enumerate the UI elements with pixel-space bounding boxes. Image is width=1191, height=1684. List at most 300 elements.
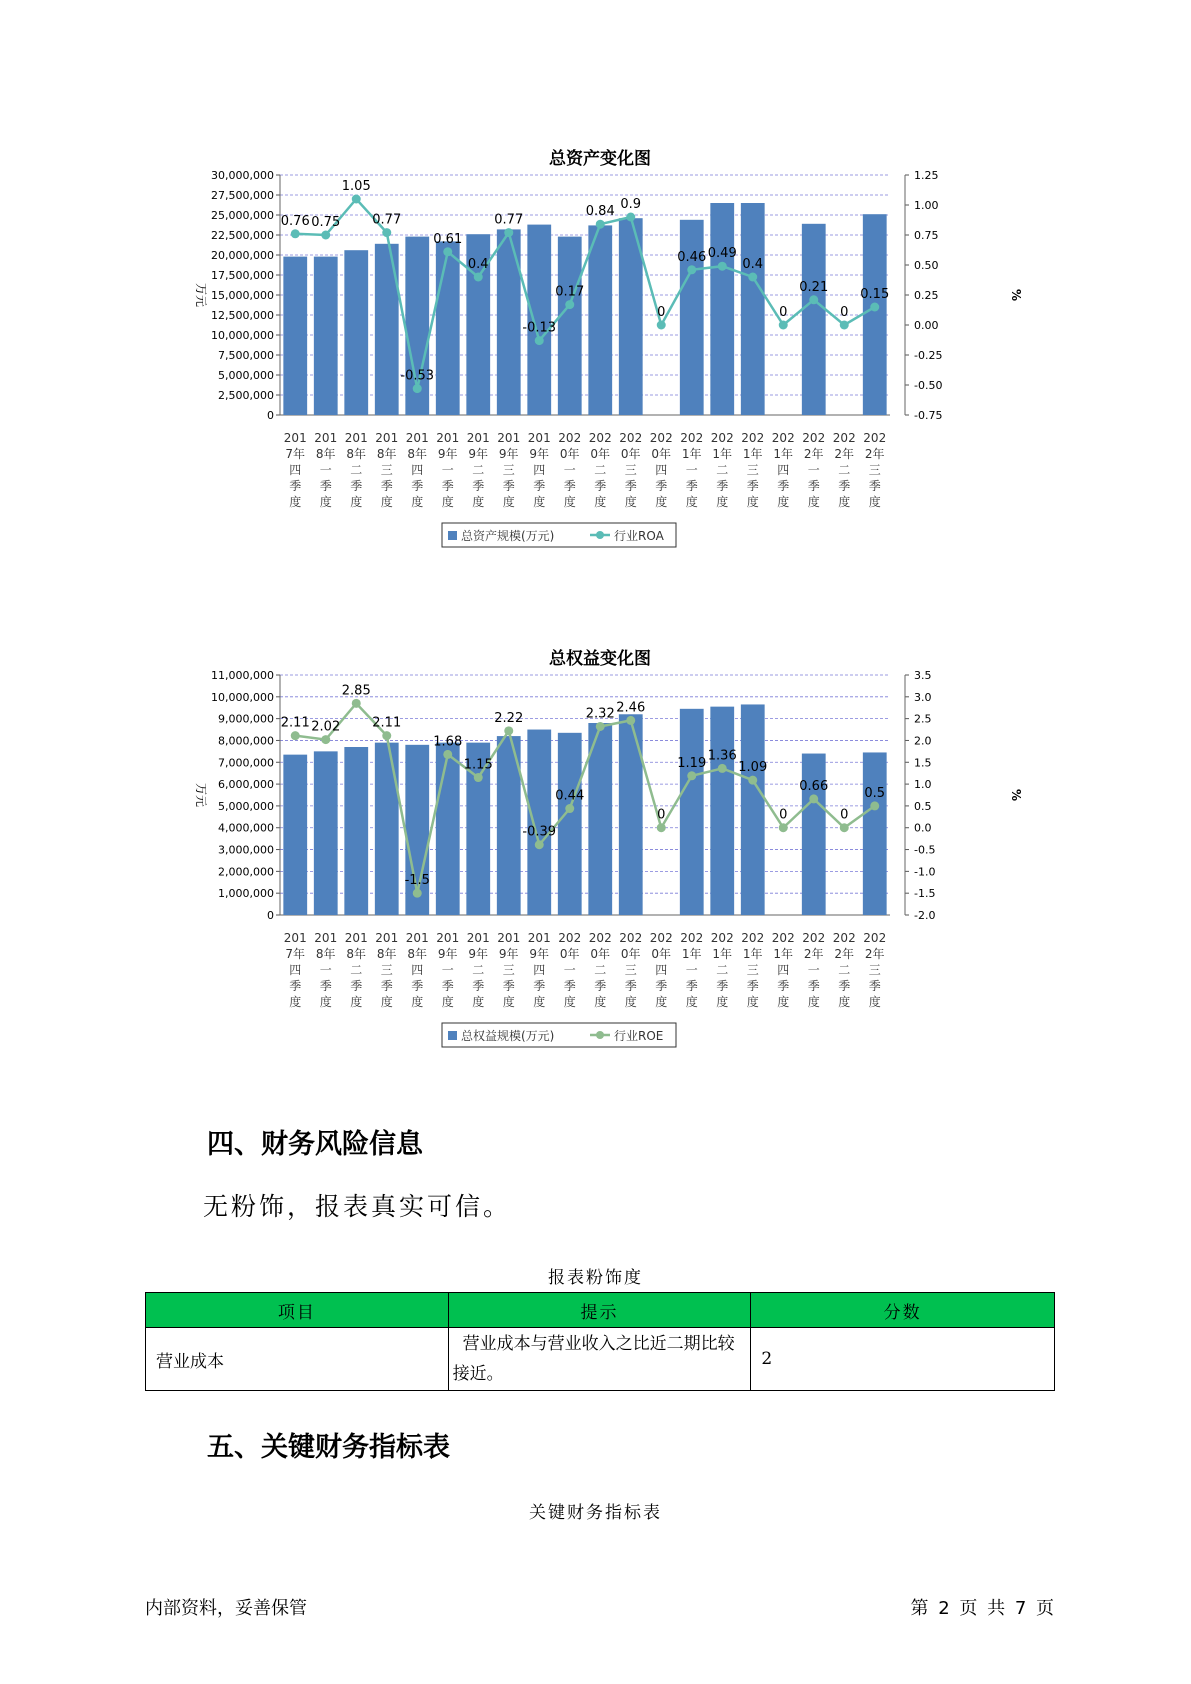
- x-tick-label: 8年: [407, 447, 428, 461]
- line-point: [809, 794, 818, 803]
- x-tick-label: 季: [868, 979, 881, 993]
- y-tick-label: 0: [267, 409, 274, 422]
- chart-title: 总资产变化图: [549, 149, 651, 169]
- x-tick-label: 度: [380, 995, 393, 1009]
- x-tick-label: 度: [350, 495, 363, 509]
- x-tick-label: 度: [319, 995, 332, 1009]
- data-label: 0.77: [494, 212, 524, 228]
- x-tick-label: 季: [472, 979, 485, 993]
- x-tick-label: 一: [319, 463, 332, 477]
- chart-canvas: [150, 170, 1050, 590]
- bar: [436, 241, 460, 415]
- x-tick-label: 度: [594, 495, 607, 509]
- x-tick-label: 202: [832, 431, 856, 445]
- x-tick-label: 二: [472, 963, 485, 977]
- y-tick-label: 3,000,000: [218, 843, 274, 857]
- x-tick-label: 季: [289, 979, 302, 993]
- data-label: 0.4: [742, 257, 764, 272]
- x-tick-label: 四: [289, 963, 302, 977]
- x-tick-label: 季: [350, 479, 363, 493]
- x-tick-label: 季: [685, 979, 698, 993]
- x-tick-label: 季: [411, 479, 424, 493]
- bar: [741, 203, 765, 415]
- bar: [710, 203, 734, 415]
- x-tick-label: 季: [350, 979, 363, 993]
- x-tick-label: 8年: [376, 447, 397, 461]
- x-tick-label: 三: [624, 463, 637, 477]
- y-tick-label: 7,000,000: [218, 756, 274, 770]
- y-axis-title: 万元: [194, 282, 208, 308]
- y-tick-label: 0: [267, 909, 274, 922]
- x-tick-label: 2年: [864, 947, 885, 961]
- y2-tick-label: -1.5: [914, 887, 936, 901]
- y-tick-label: 27,500,000: [211, 189, 274, 202]
- y2-tick-label: 2.5: [914, 712, 932, 726]
- x-tick-label: 三: [746, 963, 759, 977]
- data-label: 0.9: [620, 197, 642, 212]
- x-tick-label: 二: [350, 963, 363, 977]
- data-label: 0: [840, 305, 849, 320]
- x-tick-label: 202: [771, 431, 795, 445]
- footer-confidential: 内部资料，妥善保管: [145, 1598, 307, 1619]
- x-tick-label: 202: [741, 431, 765, 445]
- x-tick-label: 1年: [773, 447, 794, 461]
- bar: [588, 225, 612, 415]
- x-tick-label: 201: [314, 431, 338, 445]
- x-tick-label: 202: [619, 431, 643, 445]
- y-tick-label: 17,500,000: [211, 269, 274, 282]
- x-tick-label: 四: [655, 963, 668, 977]
- data-label: 0.76: [280, 213, 310, 229]
- x-tick-label: 201: [436, 931, 460, 945]
- x-tick-label: 度: [868, 995, 881, 1009]
- bar: [558, 733, 582, 915]
- x-tick-label: 201: [375, 931, 399, 945]
- x-tick-label: 四: [777, 463, 790, 477]
- chart-canvas: [150, 670, 1050, 1090]
- line-point: [626, 213, 635, 222]
- x-tick-label: 季: [411, 979, 424, 993]
- x-tick-label: 季: [533, 479, 546, 493]
- data-label: -0.39: [522, 824, 557, 840]
- y2-tick-label: 0.00: [914, 319, 939, 332]
- y-tick-label: 5,000,000: [218, 369, 274, 382]
- x-tick-label: 一: [807, 963, 820, 977]
- y-tick-label: 30,000,000: [211, 170, 274, 182]
- x-tick-label: 一: [685, 963, 698, 977]
- data-label: -1.5: [404, 873, 430, 889]
- x-tick-label: 二: [838, 463, 851, 477]
- x-tick-label: 201: [375, 431, 399, 445]
- x-tick-label: 一: [563, 963, 576, 977]
- y2-tick-label: 0.25: [914, 289, 939, 302]
- data-label: 2.11: [372, 715, 402, 731]
- risk-summary-text: 无粉饰，报表真实可信。: [203, 1192, 512, 1221]
- y-tick-label: 22,500,000: [211, 229, 274, 242]
- x-tick-label: 二: [838, 963, 851, 977]
- y2-tick-label: 3.5: [914, 670, 932, 682]
- line-point: [535, 336, 544, 345]
- section-heading-indicators: 五、关键财务指标表: [207, 1432, 450, 1463]
- line-point: [596, 220, 605, 229]
- line-point: [443, 750, 452, 759]
- data-label: 1.15: [463, 757, 493, 773]
- x-tick-label: 三: [380, 963, 393, 977]
- y2-tick-label: 0.5: [914, 799, 932, 813]
- x-tick-label: 季: [380, 479, 393, 493]
- bar: [558, 237, 582, 415]
- data-label: 0.84: [585, 204, 615, 220]
- x-tick-label: 季: [319, 979, 332, 993]
- x-tick-label: 度: [411, 995, 424, 1009]
- x-tick-label: 8年: [315, 447, 336, 461]
- x-tick-label: 一: [807, 463, 820, 477]
- line-point: [352, 195, 361, 204]
- x-tick-label: 202: [558, 931, 582, 945]
- data-label: 0.5: [864, 785, 886, 801]
- x-tick-label: 0年: [620, 947, 641, 961]
- x-tick-label: 202: [588, 931, 612, 945]
- y-tick-label: 5,000,000: [218, 799, 274, 813]
- x-tick-label: 三: [624, 963, 637, 977]
- bar: [314, 257, 338, 415]
- x-tick-label: 四: [655, 463, 668, 477]
- y2-tick-label: -0.75: [914, 409, 943, 422]
- x-tick-label: 度: [655, 995, 668, 1009]
- y2-tick-label: 2.0: [914, 734, 932, 748]
- x-tick-label: 1年: [773, 947, 794, 961]
- x-tick-label: 度: [807, 495, 820, 509]
- data-label: 2.11: [280, 715, 310, 731]
- x-tick-label: 四: [777, 963, 790, 977]
- risk-table: [145, 1292, 1055, 1391]
- x-tick-label: 三: [868, 963, 881, 977]
- bar: [710, 707, 734, 915]
- x-tick-label: 季: [716, 479, 729, 493]
- line-point: [657, 321, 666, 330]
- y2-tick-label: 1.5: [914, 756, 932, 770]
- x-tick-label: 季: [655, 479, 668, 493]
- line-point: [809, 295, 818, 304]
- y-tick-label: 10,000,000: [211, 329, 274, 342]
- bar: [497, 229, 521, 415]
- x-tick-label: 度: [319, 495, 332, 509]
- y2-tick-label: 0.0: [914, 821, 932, 835]
- line-point: [657, 823, 666, 832]
- x-tick-label: 9年: [437, 947, 458, 961]
- line-point: [382, 731, 391, 740]
- x-tick-label: 季: [685, 479, 698, 493]
- x-tick-label: 0年: [559, 447, 580, 461]
- x-tick-label: 度: [502, 495, 515, 509]
- x-tick-label: 1年: [742, 447, 763, 461]
- x-tick-label: 1年: [681, 947, 702, 961]
- data-label: 2.02: [311, 719, 341, 735]
- y2-tick-label: -0.25: [914, 349, 943, 362]
- bar: [436, 743, 460, 915]
- x-tick-label: 202: [649, 431, 673, 445]
- x-tick-label: 202: [710, 431, 734, 445]
- x-tick-label: 度: [563, 995, 576, 1009]
- table-row: [146, 1328, 1055, 1391]
- x-tick-label: 季: [777, 479, 790, 493]
- x-tick-label: 二: [594, 463, 607, 477]
- data-label: 1.19: [677, 755, 707, 771]
- x-tick-label: 0年: [651, 447, 672, 461]
- x-tick-label: 度: [655, 495, 668, 509]
- x-tick-label: 202: [710, 931, 734, 945]
- x-tick-label: 度: [685, 495, 698, 509]
- data-label: 1.09: [738, 760, 768, 776]
- x-tick-label: 201: [314, 931, 338, 945]
- line-point: [474, 273, 483, 282]
- line-point: [291, 731, 300, 740]
- x-tick-label: 季: [807, 979, 820, 993]
- x-tick-label: 季: [289, 479, 302, 493]
- x-tick-label: 季: [624, 479, 637, 493]
- x-tick-label: 7年: [285, 947, 306, 961]
- line-point: [779, 823, 788, 832]
- y-tick-label: 20,000,000: [211, 249, 274, 262]
- x-tick-label: 季: [563, 979, 576, 993]
- legend-bar-label: 总资产规模(万元): [461, 529, 555, 543]
- x-tick-label: 9年: [468, 447, 489, 461]
- y-tick-label: 15,000,000: [211, 289, 274, 302]
- line-point: [291, 229, 300, 238]
- x-tick-label: 二: [716, 463, 729, 477]
- x-tick-label: 2年: [834, 947, 855, 961]
- data-label: 0.49: [707, 246, 737, 262]
- data-label: 1.36: [707, 748, 737, 764]
- legend-bar-swatch: [448, 531, 457, 540]
- x-tick-label: 一: [441, 963, 454, 977]
- x-tick-label: 度: [838, 495, 851, 509]
- x-tick-label: 度: [716, 495, 729, 509]
- line-point: [321, 735, 330, 744]
- bar: [863, 214, 887, 415]
- x-tick-label: 度: [624, 995, 637, 1009]
- line-point: [687, 771, 696, 780]
- x-tick-label: 三: [868, 463, 881, 477]
- x-tick-label: 2年: [834, 447, 855, 461]
- legend-line-marker: [596, 1031, 604, 1039]
- x-tick-label: 2年: [803, 947, 824, 961]
- column-header-item: 项目: [146, 1293, 449, 1328]
- y2-tick-label: 1.00: [914, 199, 939, 212]
- x-tick-label: 8年: [346, 447, 367, 461]
- x-tick-label: 季: [319, 479, 332, 493]
- x-tick-label: 二: [350, 463, 363, 477]
- y2-axis-title: %: [1009, 288, 1023, 302]
- x-tick-label: 度: [533, 495, 546, 509]
- x-tick-label: 8年: [407, 947, 428, 961]
- x-tick-label: 9年: [529, 447, 550, 461]
- y2-tick-label: -0.50: [914, 379, 943, 392]
- x-tick-label: 度: [289, 495, 302, 509]
- x-tick-label: 度: [441, 995, 454, 1009]
- data-label: 0.4: [467, 257, 489, 272]
- x-tick-label: 度: [746, 495, 759, 509]
- x-tick-label: 0年: [620, 447, 641, 461]
- line-point: [870, 801, 879, 810]
- column-header-hint: 提示: [448, 1293, 751, 1328]
- cell-item: 营业成本: [146, 1328, 449, 1391]
- x-tick-label: 度: [472, 495, 485, 509]
- bar: [527, 730, 551, 915]
- legend-line-label: 行业ROA: [614, 529, 664, 543]
- data-label: 0.44: [555, 788, 585, 804]
- total-assets-chart: [150, 140, 1050, 590]
- x-tick-label: 202: [680, 431, 704, 445]
- x-tick-label: 季: [746, 979, 759, 993]
- x-tick-label: 度: [533, 995, 546, 1009]
- bar: [283, 755, 307, 915]
- x-tick-label: 一: [319, 963, 332, 977]
- x-tick-label: 度: [350, 995, 363, 1009]
- x-tick-label: 201: [527, 931, 551, 945]
- bar: [802, 754, 826, 915]
- data-label: 0.61: [433, 231, 463, 247]
- x-tick-label: 0年: [651, 947, 672, 961]
- data-label: 2.32: [585, 706, 615, 722]
- x-tick-label: 一: [563, 463, 576, 477]
- x-tick-label: 度: [502, 995, 515, 1009]
- x-tick-label: 1年: [681, 447, 702, 461]
- x-tick-label: 季: [594, 479, 607, 493]
- data-label: 0: [779, 807, 788, 823]
- x-tick-label: 度: [441, 495, 454, 509]
- table-header-row: [146, 1293, 1055, 1328]
- x-tick-label: 0年: [590, 447, 611, 461]
- x-tick-label: 202: [619, 931, 643, 945]
- y-tick-label: 2,000,000: [218, 865, 274, 879]
- y-tick-label: 9,000,000: [218, 712, 274, 726]
- x-tick-label: 9年: [468, 947, 489, 961]
- bar: [863, 752, 887, 915]
- y-tick-label: 25,000,000: [211, 209, 274, 222]
- x-tick-label: 季: [472, 479, 485, 493]
- x-tick-label: 三: [502, 463, 515, 477]
- data-label: 2.85: [341, 683, 371, 699]
- x-tick-label: 度: [594, 995, 607, 1009]
- x-tick-label: 7年: [285, 447, 306, 461]
- cell-score: 2: [751, 1328, 1055, 1391]
- table-caption: 报表粉饰度: [548, 1268, 643, 1288]
- line-point: [748, 776, 757, 785]
- x-tick-label: 一: [685, 463, 698, 477]
- x-tick-label: 202: [802, 431, 826, 445]
- x-tick-label: 201: [466, 431, 490, 445]
- data-label: 2.46: [616, 700, 646, 716]
- x-tick-label: 202: [680, 931, 704, 945]
- x-tick-label: 9年: [529, 947, 550, 961]
- y2-tick-label: 1.25: [914, 170, 939, 182]
- x-tick-label: 201: [344, 931, 368, 945]
- data-label: 0.15: [860, 287, 890, 302]
- x-tick-label: 202: [832, 931, 856, 945]
- x-tick-label: 季: [502, 979, 515, 993]
- x-tick-label: 9年: [498, 947, 519, 961]
- total-equity-chart: [150, 640, 1050, 1090]
- x-tick-label: 三: [380, 463, 393, 477]
- line-point: [718, 262, 727, 271]
- data-label: 0.66: [799, 778, 829, 794]
- x-tick-label: 度: [746, 995, 759, 1009]
- x-tick-label: 8年: [376, 947, 397, 961]
- y-tick-label: 4,000,000: [218, 821, 274, 835]
- section-heading-risk: 四、财务风险信息: [207, 1129, 423, 1160]
- x-tick-label: 1年: [712, 947, 733, 961]
- line-point: [565, 804, 574, 813]
- x-tick-label: 四: [289, 463, 302, 477]
- data-label: 0.77: [372, 212, 402, 228]
- x-tick-label: 季: [624, 979, 637, 993]
- x-tick-label: 度: [685, 995, 698, 1009]
- x-tick-label: 202: [649, 931, 673, 945]
- x-tick-label: 2年: [864, 447, 885, 461]
- x-tick-label: 四: [411, 463, 424, 477]
- y-tick-label: 12,500,000: [211, 309, 274, 322]
- line-point: [474, 773, 483, 782]
- x-tick-label: 201: [405, 931, 429, 945]
- bar: [344, 747, 368, 915]
- line-point: [504, 228, 513, 237]
- column-header-score: 分数: [751, 1293, 1055, 1328]
- x-tick-label: 二: [716, 963, 729, 977]
- x-tick-label: 度: [624, 495, 637, 509]
- x-tick-label: 201: [283, 931, 307, 945]
- x-tick-label: 二: [594, 963, 607, 977]
- line-point: [352, 699, 361, 708]
- data-label: 0.21: [799, 279, 829, 295]
- y-axis-title: 万元: [194, 782, 208, 808]
- line-point: [840, 823, 849, 832]
- line-point: [565, 300, 574, 309]
- data-label: 0.17: [555, 284, 585, 300]
- footer-page-number: 第 2 页 共 7 页: [910, 1598, 1054, 1619]
- x-tick-label: 202: [863, 431, 887, 445]
- x-tick-label: 1年: [742, 947, 763, 961]
- x-tick-label: 季: [777, 979, 790, 993]
- x-tick-label: 季: [838, 979, 851, 993]
- x-tick-label: 202: [741, 931, 765, 945]
- x-tick-label: 三: [746, 463, 759, 477]
- x-tick-label: 度: [777, 495, 790, 509]
- x-tick-label: 一: [441, 463, 454, 477]
- data-label: 2.22: [494, 710, 524, 726]
- x-tick-label: 三: [502, 963, 515, 977]
- line-point: [413, 889, 422, 898]
- x-tick-label: 201: [405, 431, 429, 445]
- x-tick-label: 度: [777, 995, 790, 1009]
- y2-tick-label: 1.0: [914, 778, 932, 792]
- x-tick-label: 度: [563, 495, 576, 509]
- x-tick-label: 度: [716, 995, 729, 1009]
- x-tick-label: 季: [868, 479, 881, 493]
- y2-tick-label: 3.0: [914, 690, 932, 704]
- x-tick-label: 度: [472, 995, 485, 1009]
- legend-bar-label: 总权益规模(万元): [461, 1029, 555, 1043]
- data-label: 0: [779, 305, 788, 320]
- data-label: 0: [840, 807, 849, 823]
- x-tick-label: 9年: [437, 447, 458, 461]
- x-tick-label: 202: [771, 931, 795, 945]
- bar: [283, 257, 307, 415]
- y2-tick-label: 0.50: [914, 259, 939, 272]
- bar: [619, 714, 643, 915]
- y-tick-label: 11,000,000: [211, 670, 274, 682]
- x-tick-label: 0年: [559, 947, 580, 961]
